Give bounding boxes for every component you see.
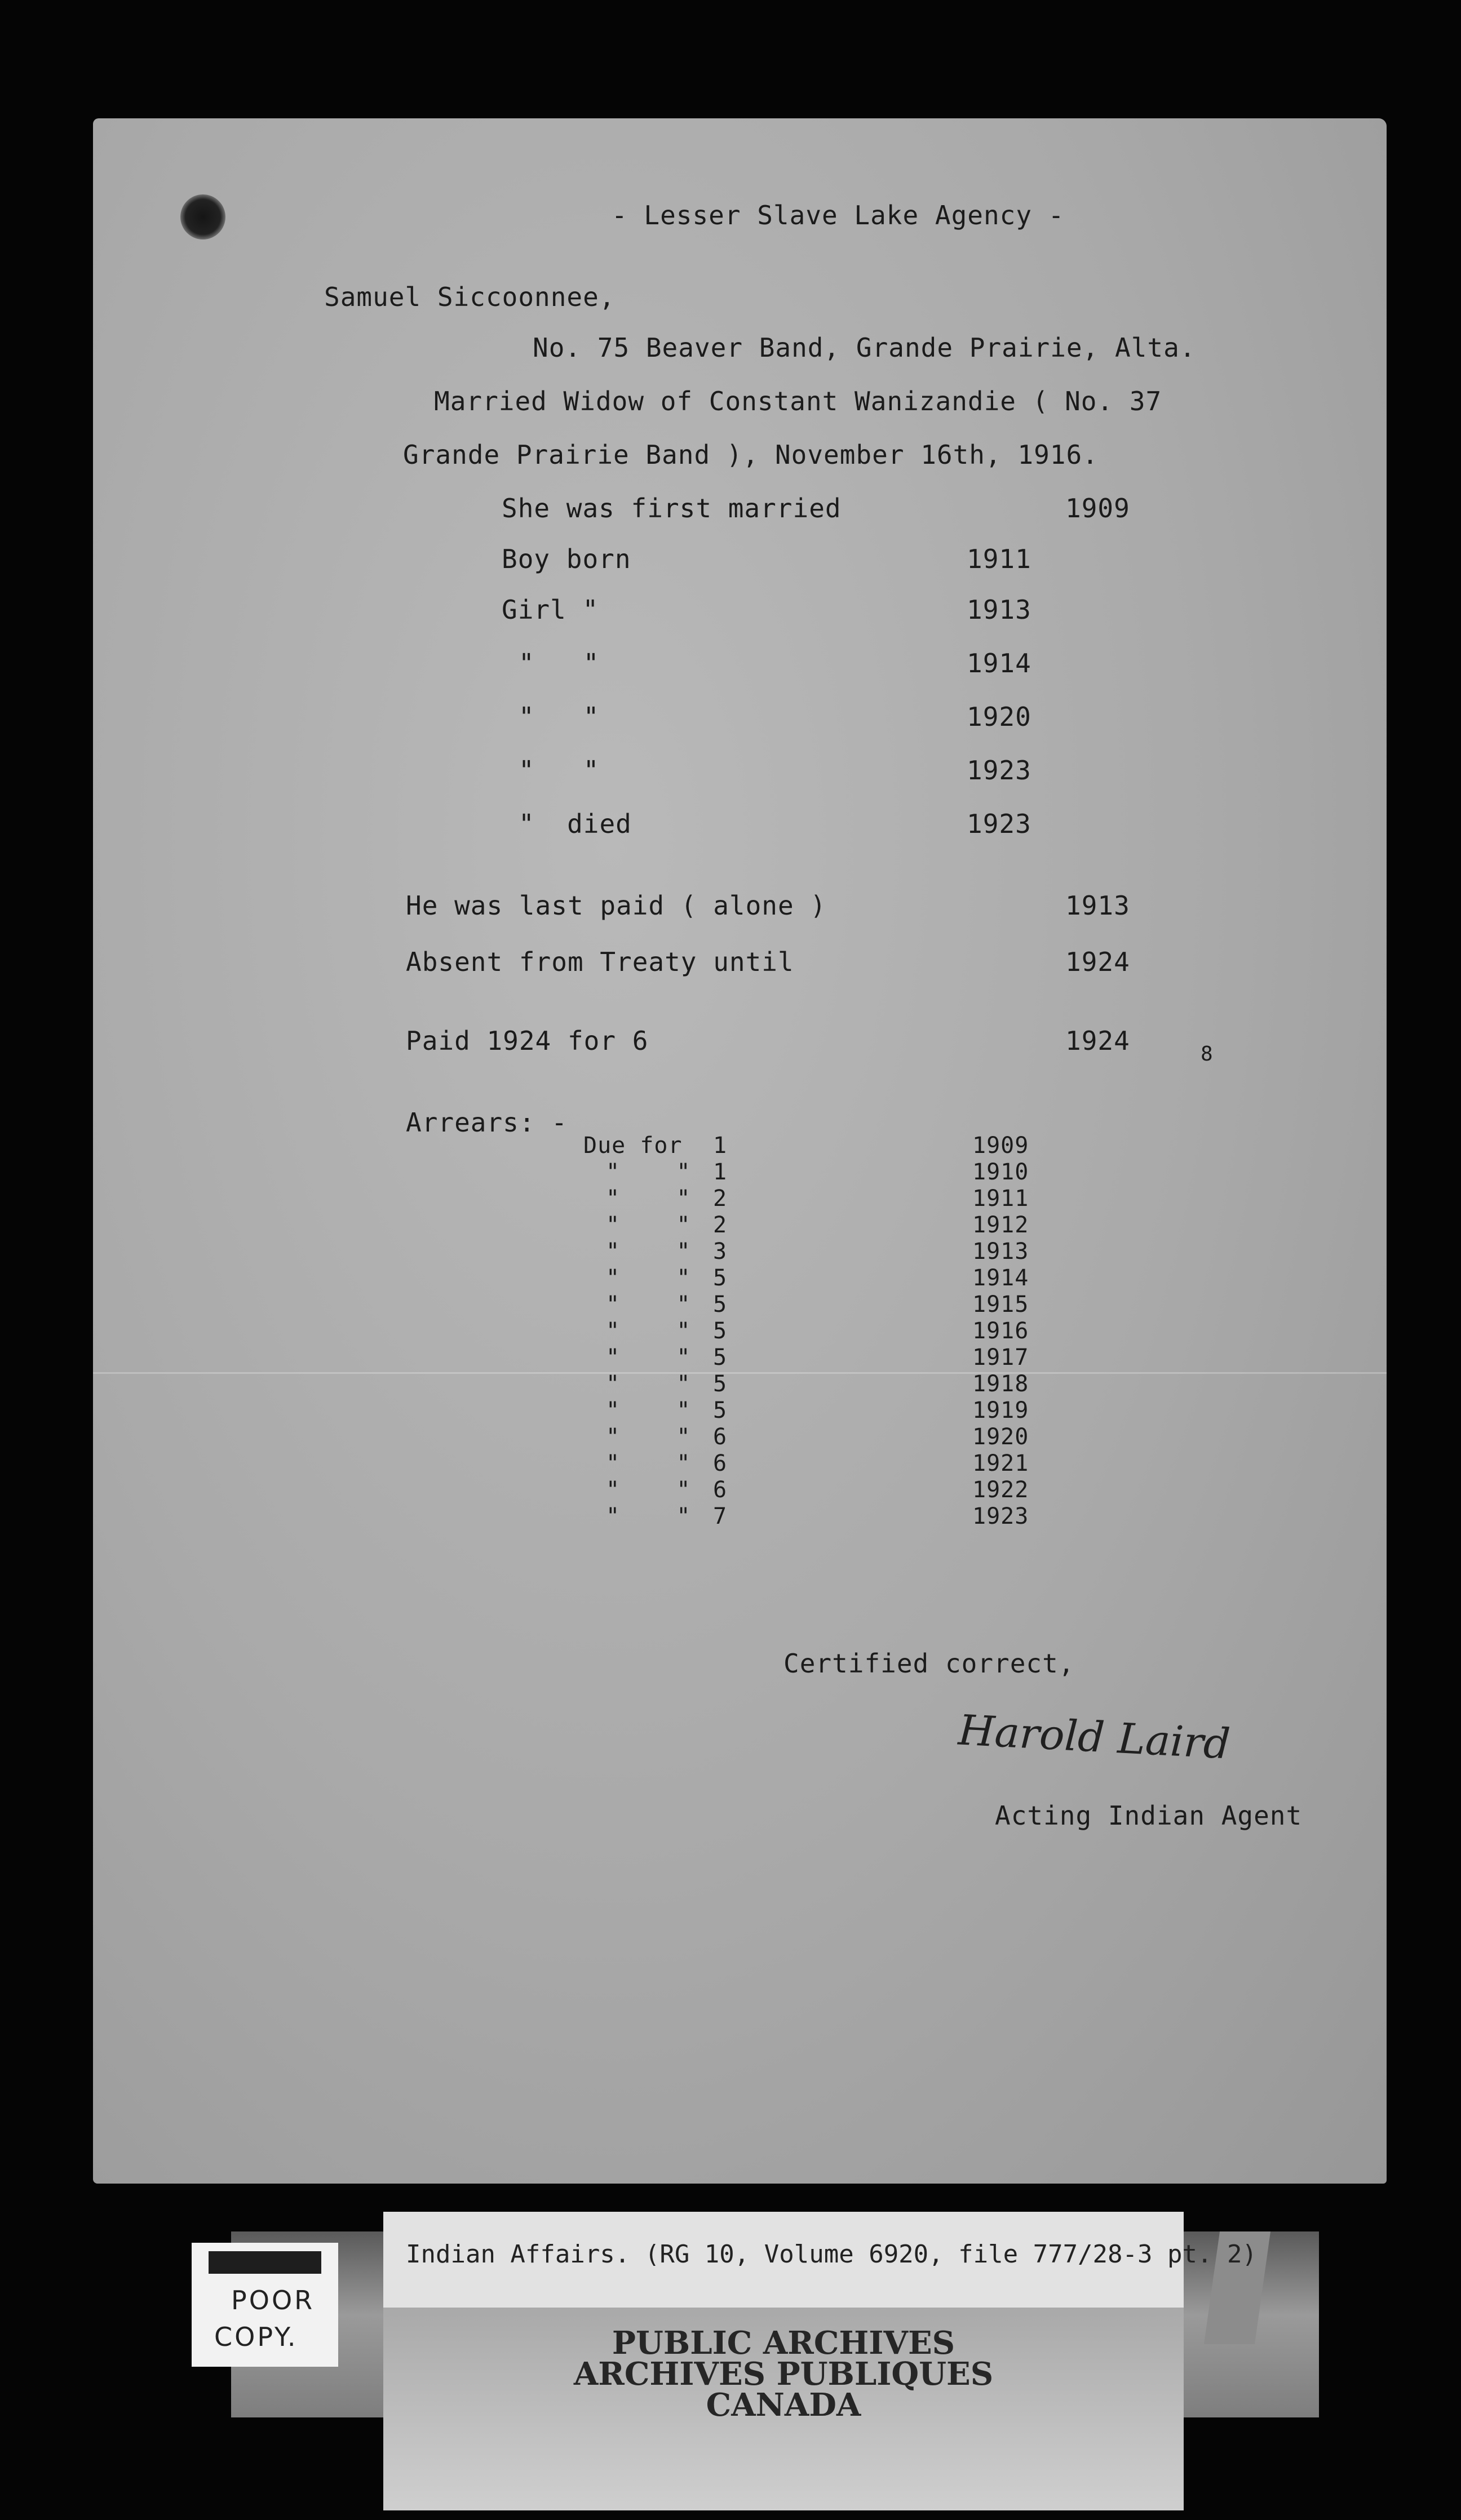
last-paid-year: 1913 bbox=[1065, 890, 1130, 921]
married-line-1: Married Widow of Constant Wanizandie ( No. 37 bbox=[434, 386, 1162, 416]
arrears-row-prefix: " " bbox=[606, 1450, 691, 1476]
person-name: Samuel Siccoonnee, bbox=[324, 282, 616, 312]
arrears-row-year: 1911 bbox=[972, 1186, 1029, 1212]
poor-copy-line-2: COPY. bbox=[214, 2322, 298, 2352]
arrears-heading: Arrears: - bbox=[406, 1107, 568, 1138]
child-label: " died bbox=[519, 809, 632, 839]
arrears-row-year: 1912 bbox=[972, 1212, 1029, 1238]
paid-year: 1924 bbox=[1065, 1026, 1130, 1056]
ink-blot bbox=[180, 194, 225, 239]
arrears-row-prefix: " " bbox=[606, 1477, 691, 1503]
child-year: 1911 bbox=[967, 544, 1031, 574]
arrears-row-year: 1913 bbox=[972, 1239, 1029, 1265]
arrears-row-year: 1919 bbox=[972, 1397, 1029, 1423]
signature: Harold Laird bbox=[957, 1706, 1232, 1769]
agent-title: Acting Indian Agent bbox=[995, 1800, 1303, 1831]
arrears-row-prefix: " " bbox=[606, 1345, 691, 1370]
arrears-row-count: 5 bbox=[713, 1318, 728, 1344]
arrears-row-prefix: " " bbox=[606, 1503, 691, 1529]
arrears-row-prefix: " " bbox=[606, 1265, 691, 1291]
child-year: 1923 bbox=[967, 755, 1031, 786]
arrears-row-year: 1916 bbox=[972, 1318, 1029, 1344]
first-married-label: She was first married bbox=[502, 493, 842, 523]
band-line: No. 75 Beaver Band, Grande Prairie, Alta. bbox=[533, 332, 1196, 363]
arrears-row-count: 1 bbox=[713, 1133, 728, 1159]
child-label: Girl " bbox=[502, 594, 599, 625]
child-label: " " bbox=[519, 755, 600, 786]
arrears-row-prefix: " " bbox=[606, 1424, 691, 1450]
margin-mark: 8 bbox=[1201, 1042, 1214, 1066]
struck-out-text bbox=[209, 2251, 321, 2274]
arrears-row-count: 2 bbox=[713, 1186, 728, 1212]
arrears-row-count: 2 bbox=[713, 1212, 728, 1238]
arrears-row-count: 5 bbox=[713, 1292, 728, 1317]
arrears-row-year: 1921 bbox=[972, 1450, 1029, 1476]
child-label: " " bbox=[519, 702, 600, 732]
certified-text: Certified correct, bbox=[783, 1648, 1075, 1679]
arrears-row-count: 5 bbox=[713, 1265, 728, 1291]
archive-reference: Indian Affairs. (RG 10, Volume 6920, file 777/28-3 pt. 2) bbox=[406, 2240, 1257, 2269]
arrears-row-year: 1909 bbox=[972, 1133, 1029, 1159]
arrears-row-year: 1917 bbox=[972, 1345, 1029, 1370]
arrears-row-prefix: " " bbox=[606, 1186, 691, 1212]
arrears-row-count: 1 bbox=[713, 1159, 728, 1185]
agency-heading: - Lesser Slave Lake Agency - bbox=[612, 200, 1065, 230]
child-label: Boy born bbox=[502, 544, 631, 574]
stamp-line-3: CANADA bbox=[706, 2386, 861, 2424]
child-label: " " bbox=[519, 648, 600, 678]
last-paid-label: He was last paid ( alone ) bbox=[406, 890, 827, 921]
child-year: 1920 bbox=[967, 702, 1031, 732]
document-page bbox=[93, 118, 1387, 2184]
arrears-row-count: 6 bbox=[713, 1477, 728, 1503]
arrears-row-year: 1923 bbox=[972, 1503, 1029, 1529]
married-line-2: Grande Prairie Band ), November 16th, 1916. bbox=[403, 440, 1099, 470]
arrears-row-prefix: " " bbox=[606, 1159, 691, 1185]
arrears-row-year: 1915 bbox=[972, 1292, 1029, 1317]
child-year: 1923 bbox=[967, 809, 1031, 839]
paid-label: Paid 1924 for 6 bbox=[406, 1026, 649, 1056]
absent-label: Absent from Treaty until bbox=[406, 947, 794, 977]
arrears-row-prefix: " " bbox=[606, 1212, 691, 1238]
arrears-row-prefix: " " bbox=[606, 1292, 691, 1317]
first-married-year: 1909 bbox=[1065, 493, 1130, 523]
arrears-row-count: 5 bbox=[713, 1345, 728, 1370]
arrears-row-year: 1918 bbox=[972, 1371, 1029, 1397]
absent-year: 1924 bbox=[1065, 947, 1130, 977]
arrears-row-prefix: " " bbox=[606, 1371, 691, 1397]
arrears-row-count: 5 bbox=[713, 1397, 728, 1423]
stamp-line-2: ARCHIVES PUBLIQUES bbox=[573, 2355, 994, 2393]
arrears-row-prefix: " " bbox=[606, 1397, 691, 1423]
arrears-row-count: 3 bbox=[713, 1239, 728, 1265]
arrears-row-count: 5 bbox=[713, 1371, 728, 1397]
poor-copy-line-1: POOR bbox=[231, 2285, 315, 2315]
arrears-row-prefix: " " bbox=[606, 1318, 691, 1344]
child-year: 1914 bbox=[967, 648, 1031, 678]
arrears-row-prefix: " " bbox=[606, 1239, 691, 1265]
arrears-row-year: 1914 bbox=[972, 1265, 1029, 1291]
arrears-row-prefix: Due for bbox=[583, 1133, 683, 1159]
arrears-row-year: 1910 bbox=[972, 1159, 1029, 1185]
arrears-row-count: 6 bbox=[713, 1424, 728, 1450]
arrears-row-count: 7 bbox=[713, 1503, 728, 1529]
arrears-row-year: 1922 bbox=[972, 1477, 1029, 1503]
arrears-row-year: 1920 bbox=[972, 1424, 1029, 1450]
child-year: 1913 bbox=[967, 594, 1031, 625]
stamp-line-1: PUBLIC ARCHIVES bbox=[612, 2324, 955, 2362]
page-fold-line bbox=[93, 1372, 1387, 1374]
arrears-row-count: 6 bbox=[713, 1450, 728, 1476]
